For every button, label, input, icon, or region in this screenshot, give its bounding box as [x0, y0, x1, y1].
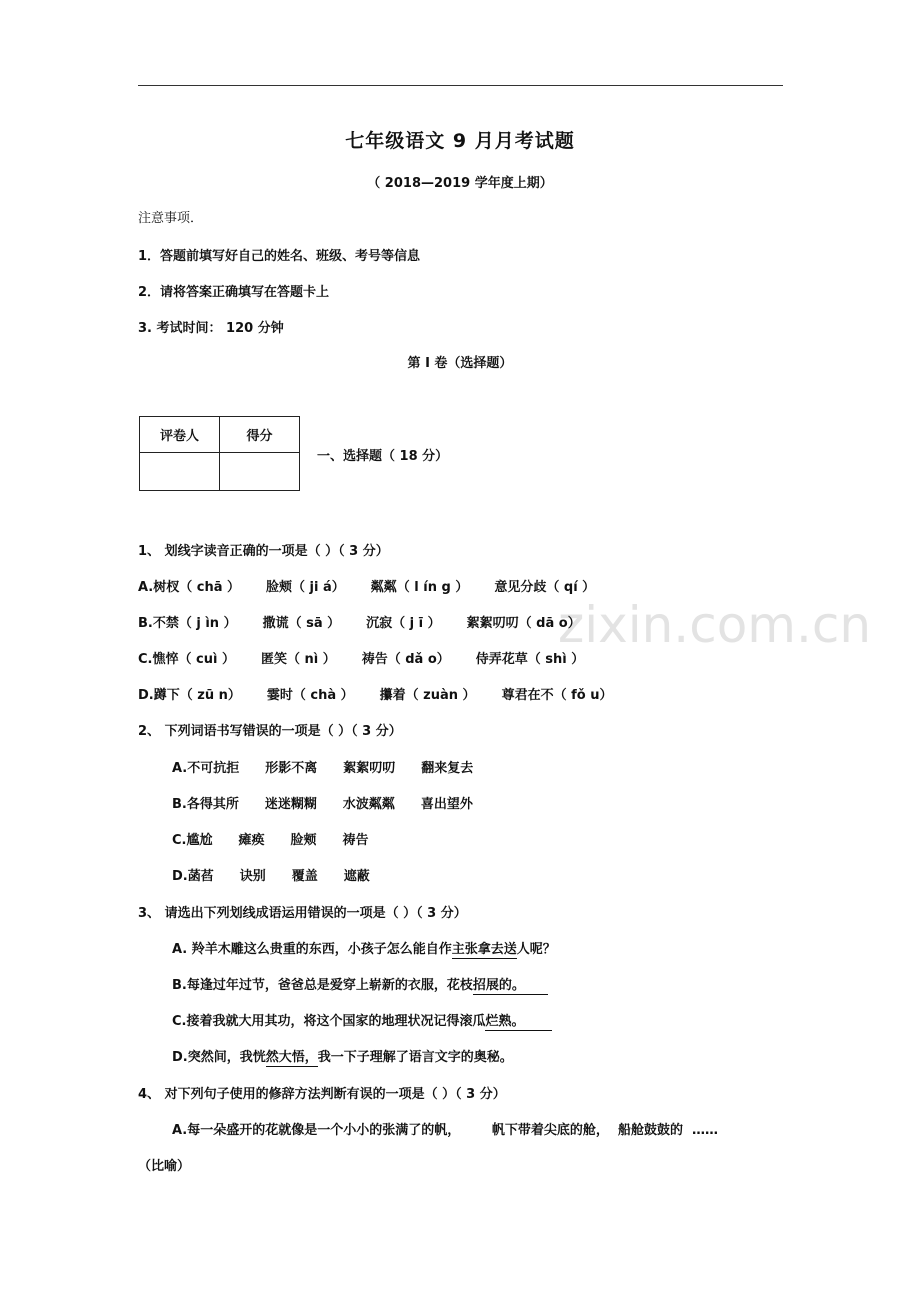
option-term: 祷告 [342, 833, 369, 848]
option-term: 匿笑（ nì ） [260, 652, 336, 667]
score-cell [220, 453, 300, 491]
option-term: 喜出望外 [420, 797, 473, 812]
option-term: D.蹲下（ zū n） [138, 688, 241, 703]
option-term: A.树杈（ chā ） [138, 580, 241, 595]
option-term: 遮蔽 [343, 869, 370, 884]
option-term: 沉寂（ j ī ） [366, 616, 441, 631]
question-4-stem: 4、 对下列句子使用的修辞方法判断有误的一项是（ ）（ 3 分） [138, 1087, 506, 1102]
page-subtitle: （ 2018—2019 学年度上期） [367, 176, 553, 191]
note-item: 3. 考试时间： 120 分钟 [138, 321, 284, 336]
option-term: 脸颊（ ji á） [266, 580, 345, 595]
option-term: 覆盖 [291, 869, 318, 884]
underlined-idiom: 主张拿去送 [451, 942, 517, 957]
option-term: C.尴尬 [172, 833, 213, 848]
grader-cell [140, 453, 220, 491]
question-4-option-a-note: （比喻） [138, 1159, 191, 1174]
option-text: D.突然间，我恍 [172, 1050, 266, 1065]
option-term: 侍弄花草（ shì ） [475, 652, 585, 667]
option-term: 瘫痪 [238, 833, 265, 848]
section-heading: 第 I 卷（选择题） [407, 356, 513, 371]
page-title: 七年级语文 9 月月考试题 [345, 130, 575, 152]
question-1-option-b [138, 612, 581, 631]
notes-heading: 注意事项． [138, 211, 204, 226]
option-term: 脸颊 [290, 833, 317, 848]
note-item: 1．答题前填写好自己的姓名、班级、考号等信息 [138, 249, 421, 264]
option-text: C.接着我就大用其功，将这个国家的地理状况记得滚瓜 [172, 1014, 486, 1029]
option-text: 我一下子理解了语言文字的奥秘。 [317, 1050, 513, 1065]
option-term: 尊君在不（ fǒ u） [501, 688, 613, 703]
note-item: 2．请将答案正确填写在答题卡上 [138, 285, 330, 300]
option-text: A. 羚羊木雕这么贵重的东西，小孩子怎么能自作 [172, 942, 452, 957]
question-3-option-a [172, 938, 556, 957]
score-table [139, 416, 300, 491]
option-term: 形影不离 [265, 761, 318, 776]
question-3-option-d [172, 1046, 513, 1065]
option-term: 絮絮叨叨（ dā o） [466, 616, 581, 631]
option-term: 翻来复去 [421, 761, 474, 776]
question-4-option-a: A.每一朵盛开的花就像是一个小小的张满了的帆， 帆下带着尖底的舱， 船舱鼓鼓的 …… [172, 1123, 719, 1138]
option-term: C.憔悴（ cuì ） [138, 652, 235, 667]
option-term: D.菡萏 [172, 869, 214, 884]
header-rule [138, 85, 783, 86]
question-3-option-c [172, 1010, 552, 1029]
underlined-idiom: 招展的。 [472, 978, 548, 993]
question-1-stem: 1、 划线字读音正确的一项是（ ）（ 3 分） [138, 544, 389, 559]
option-text: 人呢？ [516, 942, 556, 957]
option-term: 攥着（ zuàn ） [379, 688, 476, 703]
underlined-idiom: 然大悟， [265, 1050, 318, 1065]
option-term: B.不禁（ j ìn ） [138, 616, 237, 631]
grader-header: 评卷人 [140, 417, 220, 453]
option-term: 撒谎（ sā ） [262, 616, 341, 631]
question-2-option-c [172, 829, 369, 848]
question-3-option-b [172, 974, 548, 993]
option-term: 诀别 [239, 869, 266, 884]
option-term: 水波粼粼 [342, 797, 395, 812]
option-term: 絮絮叨叨 [343, 761, 396, 776]
question-1-option-d [138, 684, 612, 703]
part-heading: 一、选择题（ 18 分） [317, 449, 449, 464]
question-2-option-a [172, 757, 473, 776]
option-term: B.各得其所 [172, 797, 239, 812]
option-term: 意见分歧（ qí ） [494, 580, 596, 595]
question-1-option-c [138, 648, 584, 667]
score-header: 得分 [220, 417, 300, 453]
question-2-option-b [172, 793, 473, 812]
question-2-stem: 2、 下列词语书写错误的一项是（ ）（ 3 分） [138, 724, 402, 739]
question-3-stem: 3、 请选出下列划线成语运用错误的一项是（ ）（ 3 分） [138, 906, 467, 921]
option-term: 祷告（ dǎ o） [361, 652, 450, 667]
option-term: A.不可抗拒 [172, 761, 240, 776]
underlined-idiom: 烂熟。 [485, 1014, 552, 1029]
question-2-option-d [172, 865, 370, 884]
option-term: 粼粼（ l ín g ） [370, 580, 469, 595]
option-term: 霎时（ chà ） [266, 688, 354, 703]
option-text: B.每逢过年过节，爸爸总是爱穿上崭新的衣服，花枝 [172, 978, 473, 993]
watermark: zixin.com.cn [558, 596, 872, 654]
question-1-option-a [138, 576, 595, 595]
option-term: 迷迷糊糊 [264, 797, 317, 812]
